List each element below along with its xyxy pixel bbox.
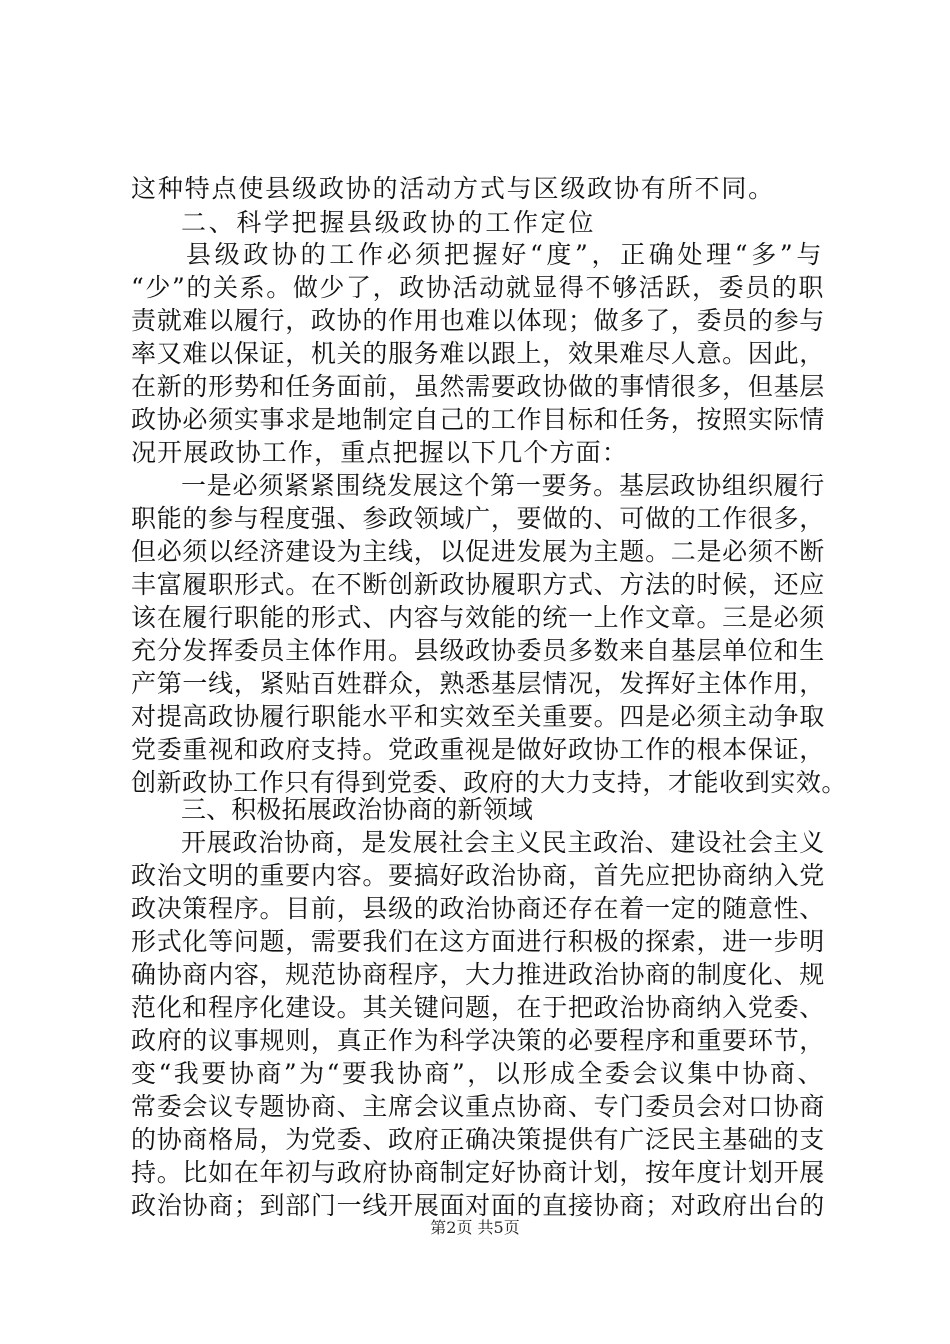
paragraph-line [0,734,950,766]
paragraph-line [0,1157,950,1189]
paragraph-line [0,503,950,535]
line-text: 况开展政协工作，重点把握以下几个方面： [131,438,628,467]
line-text: 创新政协工作只有得到党委、政府的大力支持，才能收到实效。 [131,768,847,797]
line-text: 政治协商；到部门一线开展面对面的直接协商；对政府出台的 [131,1191,825,1220]
paragraph-line [0,569,950,601]
line-text: 但必须以经济建设为主线，以促进发展为主题。二是必须不断 [131,537,825,566]
line-text: 常委会议专题协商、主席会议重点协商、专门委员会对口协商 [131,1092,825,1121]
line-text: 政治文明的重要内容。要搞好政治协商，首先应把协商纳入党 [131,861,825,890]
line-text: 持。比如在年初与政府协商制定好协商计划，按年度计划开展 [131,1158,825,1187]
paragraph-line [0,668,950,700]
line-text: 产第一线，紧贴百姓群众，熟悉基层情况，发挥好主体作用， [131,669,825,698]
line-text: 政决策程序。目前，县级的政治协商还存在着一定的随意性、 [131,894,825,923]
paragraph-line [0,404,950,436]
line-text: 政府的议事规则，真正作为科学决策的必要程序和重要环节， [131,1026,825,1055]
paragraph-line [0,893,950,925]
paragraph-line [0,437,950,469]
paragraph-line [0,860,950,892]
line-text: “少”的关系。做少了，政协活动就显得不够活跃，委员的职 [131,273,825,302]
line-text: 变“我要协商”为“要我协商”，以形成全委会议集中协商、 [131,1059,825,1088]
line-text: 丰富履职形式。在不断创新政协履职方式、方法的时候，还应 [131,570,825,599]
paragraph-line [0,239,950,271]
line-text: 确协商内容，规范协商程序，大力推进政治协商的制度化、规 [131,960,825,989]
line-text: 二、科学把握县级政协的工作定位 [181,208,596,237]
paragraph-line [0,272,950,304]
paragraph-line [0,827,950,859]
paragraph-line [0,1025,950,1057]
line-text: 三、积极拓展政治协商的新领域 [181,795,533,824]
paragraph-line [0,926,950,958]
paragraph-line [0,959,950,991]
paragraph-line [0,536,950,568]
line-text: 这种特点使县级政协的活动方式与区级政协有所不同。 [131,174,775,203]
line-text: 该在履行职能的形式、内容与效能的统一上作文章。三是必须 [131,603,825,632]
line-text: 县级政协的工作必须把握好“度”，正确处理“多”与 [186,240,825,269]
paragraph-line [0,305,950,337]
paragraph-line [0,470,950,502]
line-text: 开展政治协商，是发展社会主义民主政治、建设社会主义 [181,828,825,857]
paragraph-line [0,701,950,733]
paragraph-line [0,794,950,826]
line-text: 政协必须实事求是地制定自己的工作目标和任务，按照实际情 [131,405,825,434]
paragraph-line [0,371,950,403]
paragraph-line [0,992,950,1024]
line-text: 职能的参与程度强、参政领域广，要做的、可做的工作很多， [131,504,825,533]
line-text: 党委重视和政府支持。党政重视是做好政协工作的根本保证， [131,735,825,764]
line-text: 范化和程序化建设。其关键问题，在于把政治协商纳入党委、 [131,993,825,1022]
paragraph-line [0,635,950,667]
line-text: 在新的形势和任务面前，虽然需要政协做的事情很多，但基层 [131,372,825,401]
line-text: 充分发挥委员主体作用。县级政协委员多数来自基层单位和生 [131,636,825,665]
page-footer: 第2页 共5页 [430,1218,520,1237]
paragraph-line [0,207,950,239]
paragraph-line [0,338,950,370]
line-text: 率又难以保证，机关的服务难以跟上，效果难尽人意。因此， [131,339,825,368]
paragraph-line [0,173,950,205]
line-text: 形式化等问题，需要我们在这方面进行积极的探索，进一步明 [131,927,825,956]
paragraph-line [0,1058,950,1090]
line-text: 的协商格局，为党委、政府正确决策提供有广泛民主基础的支 [131,1125,825,1154]
line-text: 责就难以履行，政协的作用也难以体现；做多了，委员的参与 [131,306,825,335]
paragraph-line [0,1124,950,1156]
line-text: 对提高政协履行职能水平和实效至关重要。四是必须主动争取 [131,702,825,731]
paragraph-line [0,1091,950,1123]
paragraph-line [0,602,950,634]
line-text: 一是必须紧紧围绕发展这个第一要务。基层政协组织履行 [181,471,825,500]
